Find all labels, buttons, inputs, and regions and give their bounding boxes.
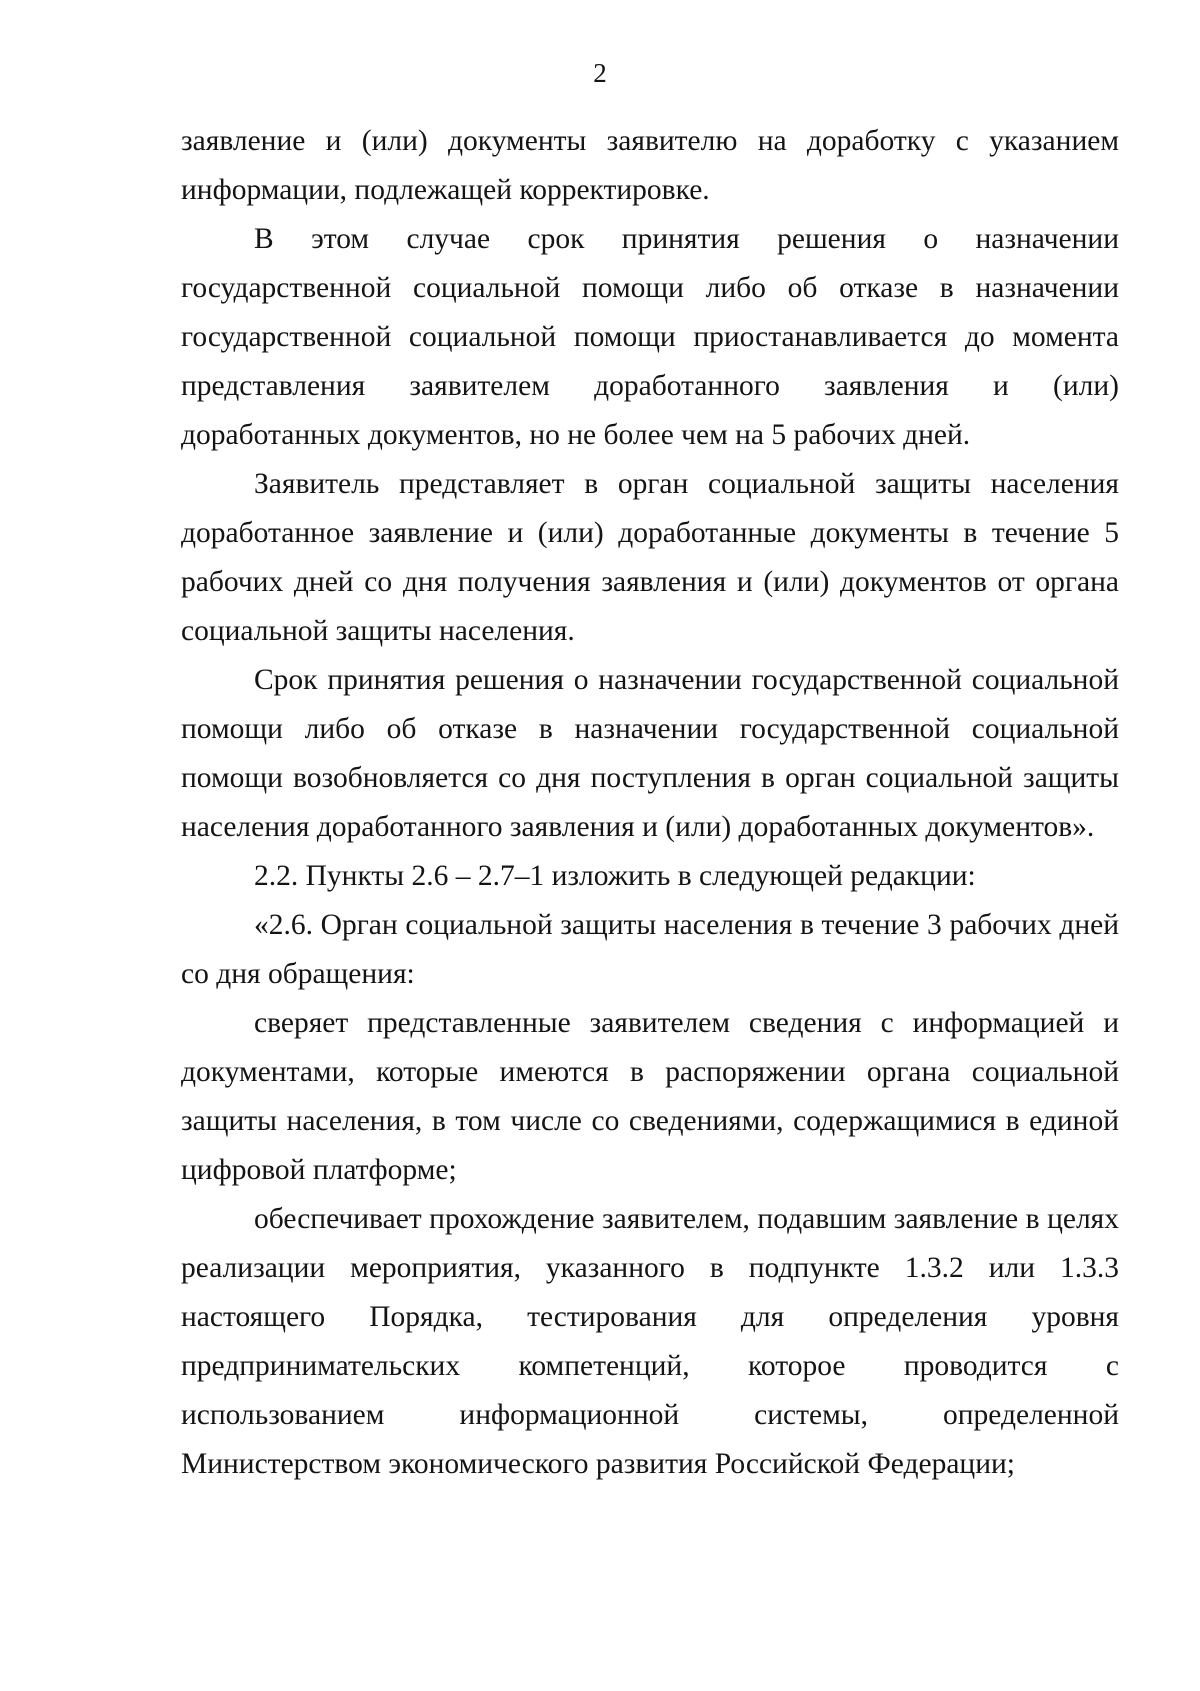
paragraph-verification: сверяет представленные заявителем сведения с информацией и документами, которые имеются в распоряжении органа социальной защиты населения, в том числе со сведениями, содержащимися в единой цифровой платформе; [181, 1007, 1119, 1186]
paragraph-term-resumption: Срок принятия решения о назначении государственной социальной помощи либо об отказе в назначении государственной социальной помощи возобновляется со дня поступления в орган социальной защиты населения доработанного заявления и (или) доработанных документов». [181, 664, 1119, 843]
paragraph-clause-2-6: «2.6. Орган социальной защиты населения в течение 3 рабочих дней со дня обращения: [181, 909, 1119, 990]
paragraph-suspension-term: В этом случае срок принятия решения о назначении государственной социальной помощи либо об отказе в назначении государственной социальной помощи приостанавливается до момента представления заявителем доработанного заявления и (или) доработанных документов, но не более чем на 5 рабочих дней. [181, 223, 1119, 451]
paragraph-amendment-2-2: 2.2. Пункты 2.6 – 2.7–1 изложить в следующей редакции: [254, 860, 976, 892]
paragraph-applicant-submission: Заявитель представляет в орган социальной защиты населения доработанное заявление и (или) доработанные документы в течение 5 рабочих дней со дня получения заявления и (или) документов от органа социальной защиты населения. [181, 468, 1119, 647]
page-number: 2 [593, 58, 607, 88]
paragraph-continuation: заявление и (или) документы заявителю на доработку с указанием информации, подлежащей корректировке. [181, 125, 1119, 206]
paragraph-testing: обеспечивает прохождение заявителем, подавшим заявление в целях реализации мероприятия, указанного в подпункте 1.3.2 или 1.3.3 настоящего Порядка, тестирования для определения уровня предпринимательских компетенций, которое проводится с использованием информационной системы, определенной Министерством экономического развития Российской Федерации; [181, 1203, 1119, 1480]
document-body [181, 117, 1119, 1489]
